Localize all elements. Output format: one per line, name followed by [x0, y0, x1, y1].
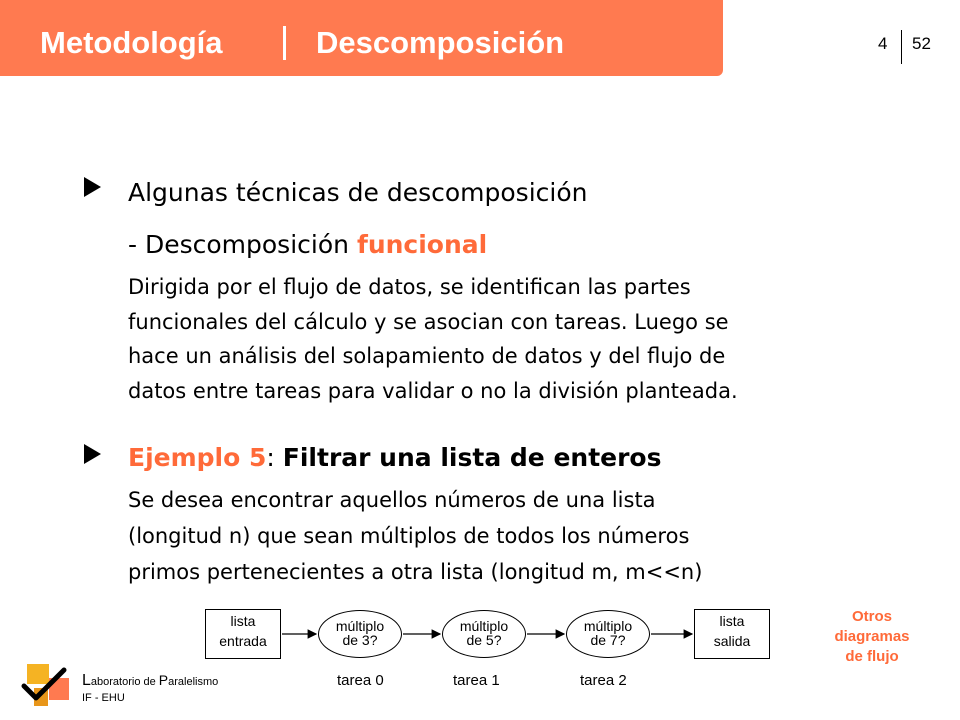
- task-2-line-1: múltiplo: [583, 618, 633, 634]
- task-label-2: tarea 2: [580, 672, 627, 689]
- task-0-line-1: múltiplo: [335, 618, 385, 634]
- lab-initial-l: L: [82, 672, 91, 689]
- output-list-box: [694, 609, 770, 659]
- example-label: Ejemplo 5: [128, 443, 267, 472]
- lab-text-2: aralelismo: [168, 676, 219, 688]
- task-1-line-1: múltiplo: [459, 618, 509, 634]
- output-line-2: salida: [713, 633, 751, 649]
- title-decomposition: Descomposición: [316, 25, 565, 60]
- page-number: 52: [912, 34, 931, 53]
- side-note-line-2: diagramas: [834, 628, 910, 645]
- side-note-line-1: Otros: [851, 608, 892, 625]
- bullet1-line-1: Dirigida por el flujo de datos, se identifican las partes: [128, 275, 691, 299]
- subheading-prefix: - Descomposición: [128, 230, 357, 259]
- input-list-box: [205, 609, 281, 659]
- bullet2-line-3: primos pertenecientes a otra lista (longitud m, m<<n): [128, 560, 703, 584]
- example-title: Filtrar una lista de enteros: [282, 443, 662, 472]
- input-line-1: lista: [230, 613, 256, 629]
- task-label-0: tarea 0: [337, 672, 384, 689]
- lab-name: [82, 672, 218, 690]
- lab-text-1: aboratorio de: [90, 676, 159, 688]
- task-label-1: tarea 1: [453, 672, 500, 689]
- other-flow-diagrams-link[interactable]: [812, 607, 932, 667]
- task-1-line-2: de 5?: [466, 632, 502, 648]
- title-methodology: Metodología: [40, 25, 223, 60]
- bullet1-line-2: funcionales del cálculo y se asocian con tareas. Luego se: [128, 310, 729, 334]
- task-0-line-2: de 3?: [342, 632, 378, 648]
- task-ellipse-1: [442, 610, 526, 658]
- task-ellipse-2: [566, 610, 650, 658]
- bullet1-heading: Algunas técnicas de descomposición: [128, 178, 588, 207]
- task-ellipse-0: [318, 610, 402, 658]
- output-line-1: lista: [719, 613, 745, 629]
- bullet2-line-2: (longitud n) que sean múltiplos de todos los números: [128, 524, 690, 548]
- bullet1-line-4: datos entre tareas para validar o no la división planteada.: [128, 379, 738, 403]
- heading-colon: :: [266, 443, 283, 472]
- subheading-highlight: funcional: [356, 230, 488, 259]
- bullet2-line-1: Se desea encontrar aquellos números de una lista: [128, 488, 656, 512]
- lab-initial-p: P: [158, 672, 169, 688]
- bullet1-line-3: hace un análisis del solapamiento de datos y del flujo de: [128, 344, 726, 368]
- section-number: 4: [878, 34, 888, 53]
- institution: IF - EHU: [82, 692, 125, 704]
- lab-logo-icon: [20, 664, 70, 708]
- side-note-line-3: de flujo: [845, 648, 899, 665]
- input-line-2: entrada: [219, 633, 267, 649]
- task-2-line-2: de 7?: [590, 632, 626, 648]
